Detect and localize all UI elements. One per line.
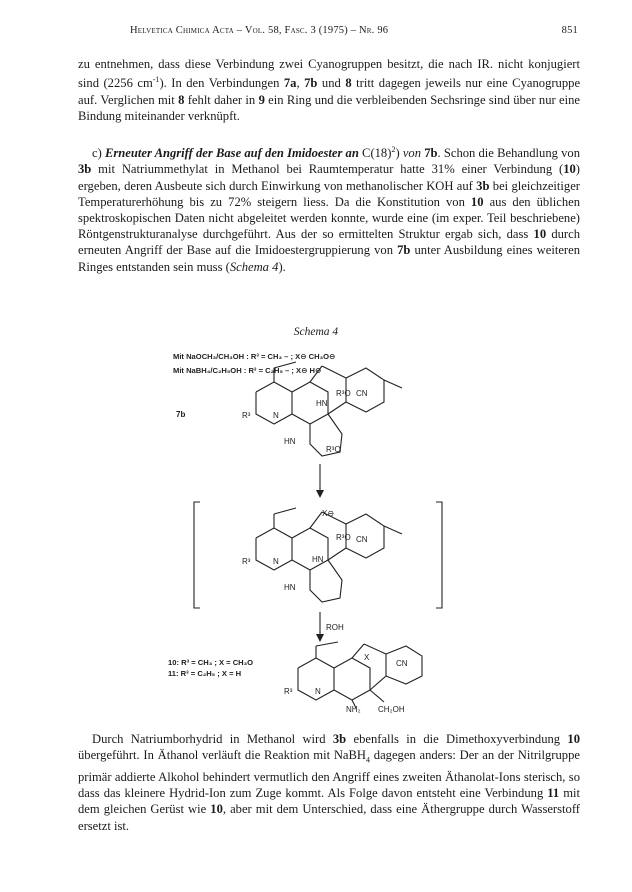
atom-x: X bbox=[364, 653, 370, 662]
compound-label: 7a bbox=[283, 76, 297, 91]
text-run: mit dem gleichen Gerüst wie bbox=[78, 786, 580, 817]
arrow-head-2 bbox=[316, 634, 324, 642]
bond bbox=[352, 644, 364, 658]
paragraph-cyano-groups bbox=[78, 56, 580, 124]
bond bbox=[274, 508, 296, 514]
text-run: unter Ausbildung eines weiteren Ringes entstanden sein muss ( bbox=[78, 243, 580, 274]
text-run: dagegen anders: Der an der Nitrilgruppe primär addierte Alkohol behindert vermutlich den Angriff eines zweiten Äthanolat-Ions sterisch, so dass das kleinere Hydrid-Ion zum Zuge kommt. Als Folge davon entsteht eine Verbindung bbox=[78, 748, 580, 801]
text-run: und bbox=[317, 76, 346, 91]
scheme-reference: Schema 4 bbox=[229, 259, 279, 274]
bond bbox=[384, 526, 402, 534]
structure-product bbox=[284, 642, 422, 714]
structure-intermediate bbox=[194, 502, 442, 608]
bond bbox=[370, 690, 384, 702]
reagent-roh: ROH bbox=[326, 623, 344, 632]
text-run: mit Natriummethylat in Methanol bei Raumtemperatur hatte 31% einer Verbindung ( bbox=[91, 162, 564, 177]
text-run: zu entnehmen, dass diese Verbindung zwei Cyanogruppen besitzt, die nach IR. nicht konjugiert sind (2256 cm bbox=[78, 57, 580, 91]
paragraph-renewed-attack bbox=[78, 142, 580, 275]
compound-label: 3b bbox=[78, 162, 92, 177]
atom-hn-imide: HN bbox=[284, 437, 296, 446]
compound-label: 10 bbox=[563, 162, 576, 177]
compound-label: 3b bbox=[476, 178, 490, 193]
atom-r3o: R³O bbox=[336, 533, 351, 542]
section-heading: Erneuter Angriff der Base auf den Imidoester an bbox=[104, 146, 359, 161]
arrow-head-1 bbox=[316, 490, 324, 498]
bond bbox=[328, 548, 346, 560]
atom-ch2oh: CH₂OH bbox=[378, 705, 405, 714]
compound-label: 8 bbox=[178, 92, 185, 107]
section-marker: c) bbox=[92, 146, 105, 161]
atom-label: R³O bbox=[326, 445, 341, 454]
text-run: C(18) bbox=[358, 146, 392, 161]
text-run: ein Ring und die verbleibenden Sechsringe sind über nur eine Bindung miteinander verknüpft. bbox=[78, 92, 581, 123]
start-compound-label: 7b bbox=[176, 410, 186, 419]
paragraph-borohydride bbox=[78, 731, 580, 834]
text-run: . Schon die Behandlung von bbox=[437, 146, 581, 161]
compound-label: 10 bbox=[533, 227, 547, 242]
text-run: aus den üblichen spektroskopischen Daten nicht abgeleitet werden konnte, wurde eine (im exper. Teil beschriebene) Röntgenstrukturanalyse durchgeführt. Aus der so ermittelten Struktur ergab sich, dass bbox=[78, 194, 580, 242]
scheme-caption: Schema 4 bbox=[293, 326, 339, 338]
text-run: , bbox=[296, 76, 305, 91]
text-run: durch erneuten Angriff der Base auf die Imidoestergruppierung von bbox=[78, 227, 580, 258]
atom-n: N bbox=[273, 411, 279, 420]
condition-borohydride: Mit NaBH₄/C₂H₅OH : R³ = C₂H₅ – ; X⊖ H⊖ bbox=[173, 366, 322, 375]
compound-label: 7b bbox=[304, 76, 318, 91]
atom-cn: CN bbox=[356, 389, 368, 398]
text-run: ). In den Verbindungen bbox=[159, 76, 284, 91]
superscript: -1 bbox=[152, 75, 160, 85]
running-header bbox=[78, 25, 578, 39]
atom-n: N bbox=[273, 557, 279, 566]
condition-methoxide: Mit NaOCH₃/CH₃OH : R³ = CH₃ – ; X⊖ CH₃O⊖ bbox=[173, 352, 336, 361]
text-run: ) ergeben, deren Ausbeute sich durch Einwirkung von methanolischer KOH auf bbox=[78, 162, 580, 193]
reaction-scheme bbox=[170, 340, 490, 715]
text-run: ) bbox=[395, 146, 403, 161]
atom-cn: CN bbox=[356, 535, 368, 544]
structure-7b bbox=[242, 362, 402, 456]
text-run: von bbox=[402, 146, 422, 161]
text-run: ebenfalls in die Dimethoxyverbindung bbox=[346, 732, 568, 746]
bracket-right bbox=[436, 502, 442, 608]
compound-label: 3b bbox=[332, 732, 347, 746]
atom-r3: R³ bbox=[242, 557, 251, 566]
atom-hn: HN bbox=[312, 555, 324, 564]
subscript: 4 bbox=[366, 755, 371, 765]
compound-label: 10 bbox=[567, 732, 580, 746]
compound-label: 9 bbox=[258, 92, 265, 107]
scheme-drawing bbox=[170, 340, 490, 715]
compound-label: 7b bbox=[424, 146, 438, 161]
text-run: tritt dagegen jeweils nur eine Cyanogruppe auf. Verglichen mit bbox=[78, 76, 581, 107]
text-run: ). bbox=[278, 259, 286, 274]
footnote-ref: 2 bbox=[391, 145, 396, 154]
atom-r3o: R³O bbox=[336, 389, 351, 398]
bond bbox=[316, 642, 338, 646]
bond bbox=[384, 380, 402, 388]
bond bbox=[370, 676, 386, 690]
text-run: übergeführt. In Äthanol verläuft die Reaktion mit NaBH bbox=[78, 748, 367, 763]
text-run: fehlt daher in bbox=[184, 92, 259, 107]
compound-label: 10 bbox=[470, 194, 484, 209]
text-run: bei gleichzeitiger Temperaturerhöhung bis zu 72% steigern liess. Da die Konstitution von bbox=[78, 178, 580, 209]
compound-label: 11 bbox=[547, 786, 560, 801]
bond bbox=[322, 366, 346, 378]
atom-nh2: NH₂ bbox=[346, 705, 361, 714]
atom-n: N bbox=[315, 687, 321, 696]
atom-hn-imide: HN bbox=[284, 583, 296, 592]
compound-label: 10 bbox=[210, 802, 223, 817]
atom-cn: CN bbox=[396, 659, 408, 668]
compound-label: 8 bbox=[345, 76, 352, 91]
compound-label: 7b bbox=[397, 243, 411, 258]
ring-center bbox=[334, 658, 370, 700]
bond bbox=[328, 402, 346, 414]
product-label-11: 11: R³ = C₂H₅ ; X = H bbox=[168, 669, 242, 678]
ring-lactone bbox=[310, 560, 342, 602]
atom-x-minus: X⊖ bbox=[322, 509, 335, 518]
atom-r3: R³ bbox=[284, 687, 293, 696]
text-run: Durch Natriumborhydrid in Methanol wird bbox=[92, 732, 333, 746]
atom-hn: HN bbox=[316, 399, 328, 408]
bracket-left bbox=[194, 502, 200, 608]
atom-r3: R³ bbox=[242, 411, 251, 420]
text-run: , aber mit dem Unterschied, dass eine Äthergruppe durch Wasserstoff ersetzt ist. bbox=[78, 802, 580, 833]
bond bbox=[310, 512, 322, 528]
bond bbox=[310, 366, 322, 382]
page-number: 851 bbox=[561, 25, 578, 36]
product-label-10: 10: R³ = CH₃ ; X = CH₃O bbox=[168, 658, 254, 667]
bond bbox=[274, 362, 296, 368]
journal-title: Helvetica Chimica Acta – Vol. 58, Fasc. 3 (1975) – Nr. 96 bbox=[130, 25, 389, 36]
